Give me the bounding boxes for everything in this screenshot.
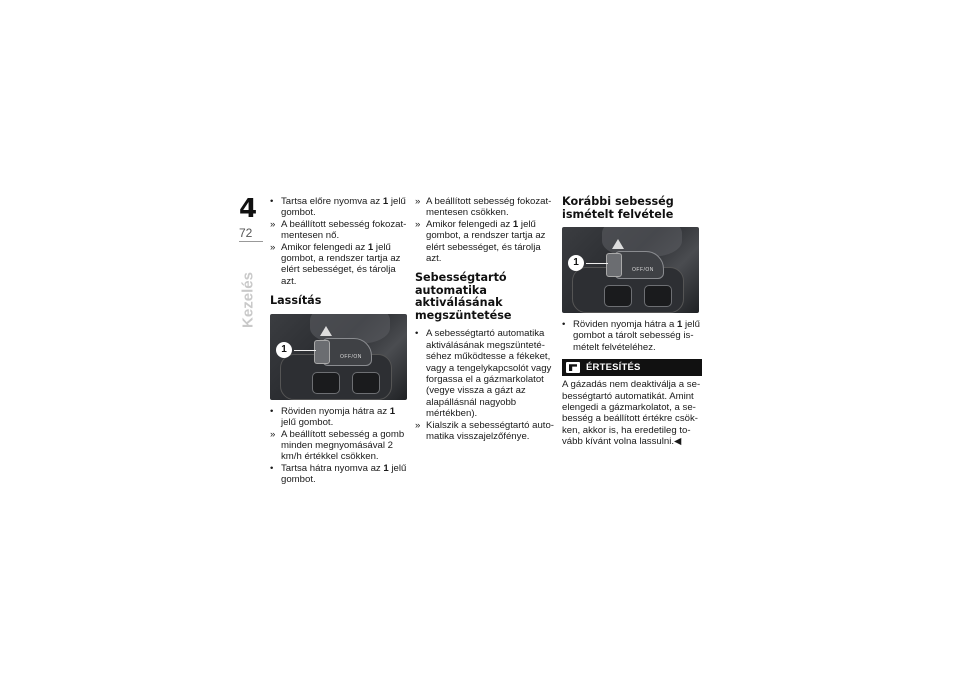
- list-item: [270, 463, 410, 486]
- item-text: Tartsa hátra nyomva az: [281, 462, 384, 474]
- item-ref-number: 1: [677, 319, 683, 330]
- bullet-icon: •: [270, 405, 274, 417]
- result-arrow-icon: »: [415, 218, 421, 230]
- list-item: [415, 196, 555, 219]
- notice-header: [562, 359, 702, 376]
- list-item: [415, 420, 555, 443]
- arrow-icon: [320, 326, 332, 336]
- divider: [239, 241, 263, 242]
- list-item: [562, 319, 702, 353]
- list-item: [270, 429, 410, 463]
- notice-title: ÉRTESÍTÉS: [586, 362, 641, 374]
- handlebar-switch-photo: [270, 314, 407, 400]
- bullet-icon: •: [270, 462, 274, 474]
- section-title: Kezelés: [239, 272, 257, 328]
- column-3: [562, 196, 702, 448]
- cruise-rocker-button: [314, 340, 330, 364]
- item-text: Röviden nyomja hátra a: [573, 319, 677, 330]
- item-text: jelű gombot.: [281, 417, 334, 429]
- notice-icon: [566, 362, 580, 373]
- result-arrow-icon: »: [270, 241, 276, 253]
- switch-icon: [312, 372, 340, 394]
- handlebar-switch-photo: [562, 227, 699, 313]
- notice-text: A gázadás nem deaktiválja a sebességtartó automatikát. Amint elengedi a gázmarkolatot, a sebesség a beállított értékre csökken, akkor is, ha eredetileg tovább kívánt volna lassulni.◀: [562, 379, 701, 448]
- item-text: A beállított sebesség a gomb minden megnyomásával 2 km/h értékkel csökken.: [281, 428, 405, 463]
- item-text: A sebességtartó automatika aktiválásának megszüntetéséhez működtesse a fékeket, vagy a tengelykapcsolót vagy forgassa el a gázmarkolatot (vegye vissza a gázt az alapállásnál nagyobb mértékben).: [426, 328, 552, 420]
- list: [415, 196, 555, 264]
- column-1: [270, 196, 410, 486]
- list-item: [270, 406, 410, 429]
- item-ref-number: 1: [367, 241, 374, 253]
- bullet-icon: •: [415, 328, 419, 340]
- list: [415, 328, 555, 442]
- arrow-icon: [612, 239, 624, 249]
- section-tab: [228, 268, 268, 332]
- list-item: [270, 242, 410, 288]
- list: [270, 406, 410, 486]
- column-2: [415, 196, 555, 443]
- result-arrow-icon: »: [415, 196, 421, 207]
- result-arrow-icon: »: [415, 419, 421, 431]
- item-ref-number: 1: [383, 462, 389, 474]
- callout-1: 1: [276, 342, 292, 358]
- hazard-switch-icon: [352, 372, 380, 394]
- callout-1: 1: [568, 255, 584, 271]
- result-arrow-icon: »: [270, 218, 276, 230]
- item-text: jelű gombot, a rendszer tartja az elért sebességet, és tárolja azt.: [281, 241, 401, 287]
- heading-lassitas: Lassítás: [270, 294, 322, 308]
- page-number: 72: [239, 226, 253, 240]
- item-text: A beállított sebesség fokozatmentesen nő.: [281, 218, 407, 242]
- item-ref-number: 1: [382, 196, 389, 207]
- item-text: Röviden nyomja hátra az: [281, 405, 390, 417]
- onoff-label: OFF/ON: [632, 267, 654, 273]
- onoff-label: OFF/ON: [340, 353, 362, 360]
- list-item: [270, 196, 410, 219]
- item-text: Amikor felengedi az: [426, 218, 513, 230]
- item-text: Tartsa előre nyomva az: [281, 196, 383, 207]
- list: [270, 196, 410, 287]
- item-text: A beállított sebesség fokozatmentesen csökken.: [426, 196, 552, 219]
- switch-icon: [604, 285, 632, 307]
- list-item: [415, 328, 555, 419]
- chapter-number: 4: [239, 194, 258, 224]
- bullet-icon: •: [270, 196, 274, 207]
- list: [562, 319, 702, 353]
- result-arrow-icon: »: [270, 428, 276, 440]
- hazard-switch-icon: [644, 285, 672, 307]
- item-text: jelű gombot a tárolt sebesség ismételt felvételéhez.: [573, 319, 700, 353]
- heading-deactivation: Sebességtartó automatika aktiválásának megszüntetése: [415, 271, 512, 322]
- item-ref-number: 1: [389, 405, 396, 417]
- item-text: Kialszik a sebességtartó automatika visszajelzőfénye.: [426, 419, 554, 443]
- item-text: jelű gombot.: [281, 196, 406, 219]
- list-item: [415, 219, 555, 265]
- item-text: Amikor felengedi az: [281, 241, 368, 253]
- item-ref-number: 1: [512, 218, 519, 230]
- list-item: [270, 219, 410, 242]
- item-text: jelű gombot.: [281, 462, 407, 486]
- bullet-icon: •: [562, 319, 566, 330]
- item-text: jelű gombot, a rendszer tartja az elért sebességet, és tárolja azt.: [426, 218, 546, 265]
- cruise-rocker-button: [606, 253, 622, 277]
- heading-resume: Korábbi sebesség ismételt felvétele: [562, 195, 674, 221]
